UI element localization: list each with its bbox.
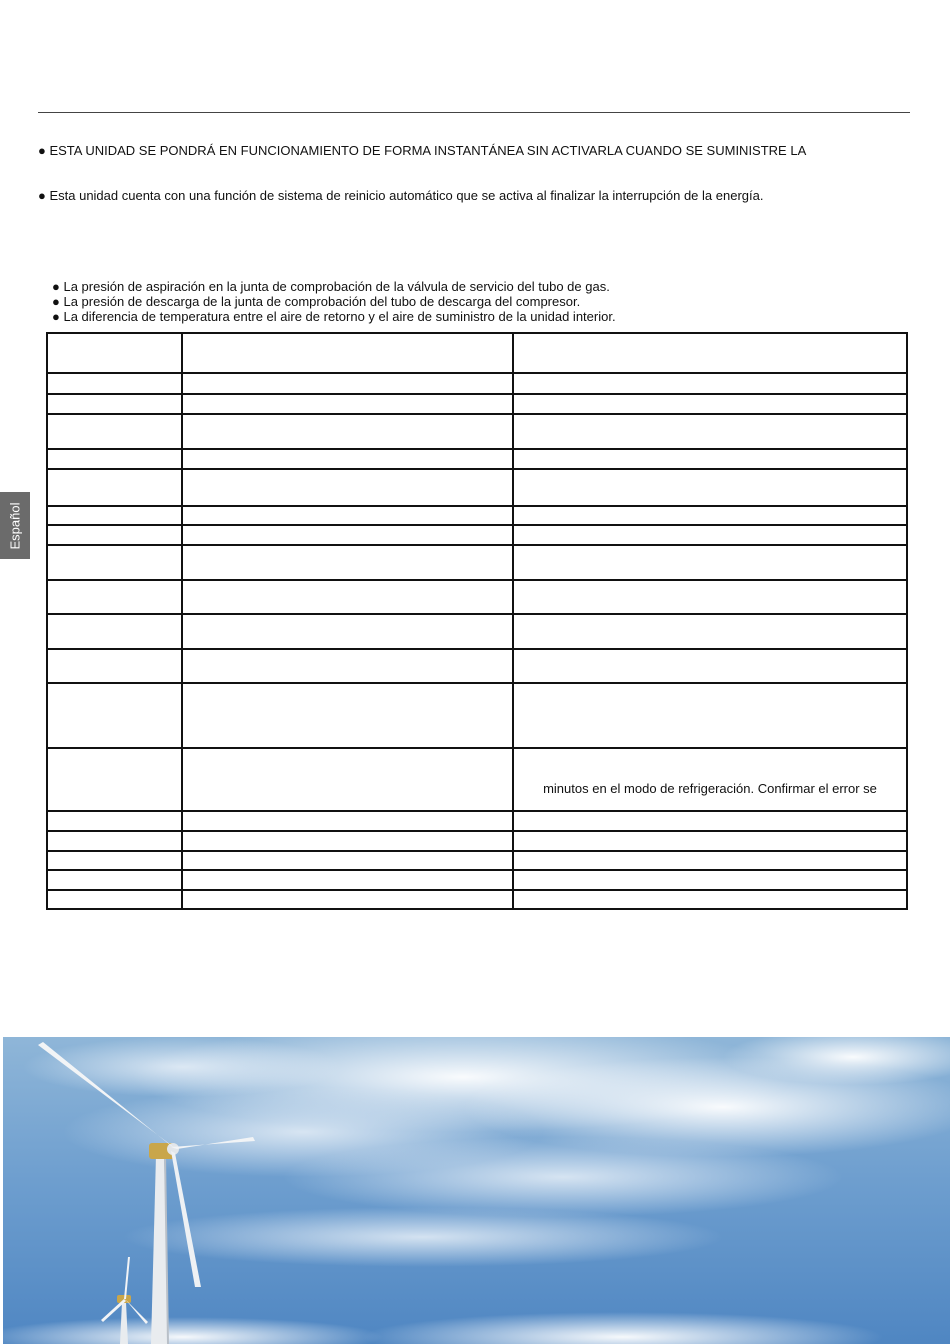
table-cell: [182, 831, 513, 851]
header-rule: [38, 112, 910, 113]
table-cell: [182, 333, 513, 373]
table-cell: [513, 414, 907, 449]
table-cell: [182, 449, 513, 469]
table-cell: [513, 811, 907, 831]
table-cell: [47, 394, 182, 414]
table-cell: [47, 545, 182, 580]
table-cell: [47, 870, 182, 890]
table-row: [47, 449, 907, 469]
table-row: [47, 469, 907, 506]
table-row: [47, 870, 907, 890]
table-cell: [182, 811, 513, 831]
table-cell: [47, 580, 182, 614]
table-row: [47, 580, 907, 614]
table-cell: [513, 580, 907, 614]
table-cell: [513, 890, 907, 909]
table-row: [47, 545, 907, 580]
table-cell: [182, 683, 513, 748]
table-cell: [182, 545, 513, 580]
wind-turbine-photo: [3, 1037, 950, 1344]
table-cell: [47, 811, 182, 831]
table-cell: [513, 870, 907, 890]
table-row: [47, 394, 907, 414]
table-row: [47, 649, 907, 683]
table-row: [47, 333, 907, 373]
table-cell: [47, 506, 182, 525]
table-cell: [47, 748, 182, 811]
language-tab: [0, 492, 30, 559]
table-cell: [47, 614, 182, 649]
table-row: [47, 890, 907, 909]
error-code-table: [46, 332, 908, 910]
table-cell: [47, 525, 182, 545]
table-cell: [513, 469, 907, 506]
power-supply-warning: ● ESTA UNIDAD SE PONDRÁ EN FUNCIONAMIENTO DE FORMA INSTANTÁNEA SIN ACTIVARLA CUANDO SE SUMINISTRE LA: [38, 143, 807, 158]
table-row: [47, 525, 907, 545]
table-row: [47, 831, 907, 851]
table-cell: [47, 683, 182, 748]
refrigeration-note-text: minutos en el modo de refrigeración. Confirmar el error se: [543, 781, 877, 796]
table-cell: [182, 614, 513, 649]
table-cell: [513, 449, 907, 469]
auto-restart-note: ● Esta unidad cuenta con una función de sistema de reinicio automático que se activa al finalizar la interrupción de la energía.: [38, 188, 764, 203]
table-cell: [182, 414, 513, 449]
table-cell: [47, 890, 182, 909]
table-cell: [513, 649, 907, 683]
table-cell: [513, 506, 907, 525]
table-cell: [182, 870, 513, 890]
table-cell: [513, 525, 907, 545]
table-cell: [182, 373, 513, 394]
table-cell: [513, 394, 907, 414]
table-row: [47, 414, 907, 449]
table-cell: [513, 373, 907, 394]
table-cell: [47, 469, 182, 506]
table-cell: [47, 831, 182, 851]
table-cell: [513, 614, 907, 649]
table-cell: [47, 851, 182, 870]
table-cell: [182, 506, 513, 525]
table-cell: [47, 449, 182, 469]
table-cell: [47, 333, 182, 373]
table-row: [47, 506, 907, 525]
table-row: [47, 373, 907, 394]
table-row: [47, 748, 907, 811]
table-cell: [513, 545, 907, 580]
table-cell: [182, 469, 513, 506]
table-cell-refrigeration-note: [513, 748, 907, 811]
table-cell: [513, 851, 907, 870]
table-cell: [182, 851, 513, 870]
table-cell: [47, 414, 182, 449]
check-item-suction-pressure: ● La presión de aspiración en la junta de comprobación de la válvula de servicio del tubo de gas.: [52, 279, 610, 294]
language-tab-label: Español: [7, 502, 23, 549]
check-item-temperature-difference: ● La diferencia de temperatura entre el aire de retorno y el aire de suministro de la unidad interior.: [52, 309, 616, 324]
table-cell: [513, 333, 907, 373]
table-row: [47, 683, 907, 748]
table-cell: [182, 649, 513, 683]
table-cell: [182, 394, 513, 414]
table-cell: [182, 580, 513, 614]
table-cell: [47, 373, 182, 394]
table-cell: [47, 649, 182, 683]
table-cell: [513, 831, 907, 851]
check-item-discharge-pressure: ● La presión de descarga de la junta de comprobación del tubo de descarga del compresor.: [52, 294, 581, 309]
table-cell: [513, 683, 907, 748]
table-row: [47, 811, 907, 831]
table-row: [47, 851, 907, 870]
table-cell: [182, 525, 513, 545]
table-cell: [182, 890, 513, 909]
table-cell: [182, 748, 513, 811]
table-row: [47, 614, 907, 649]
